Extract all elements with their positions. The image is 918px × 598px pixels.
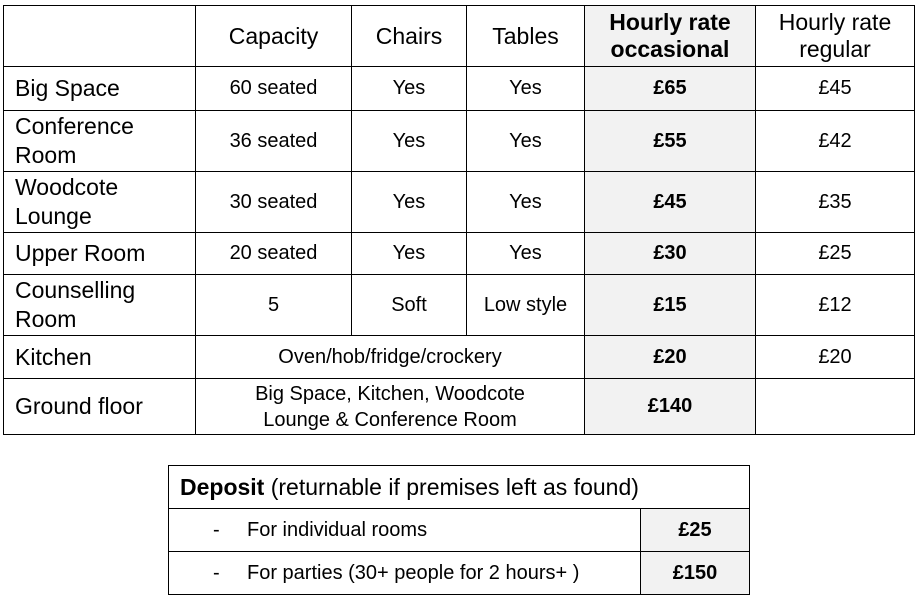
chairs-cell: Yes — [352, 233, 467, 275]
tables-cell: Low style — [467, 275, 585, 336]
deposit-subtitle: (returnable if premises left as found) — [264, 473, 639, 500]
room-name: Ground floor — [4, 379, 196, 435]
room-name-line: Room — [15, 306, 77, 332]
deposit-row — [169, 552, 750, 595]
facilities-line: Big Space, Kitchen, Woodcote — [255, 382, 525, 405]
room-name — [4, 275, 196, 336]
room-name-line: Counselling — [15, 277, 136, 303]
deposit-item-label — [169, 552, 641, 595]
deposit-header-row — [169, 466, 750, 509]
deposit-item-label — [169, 509, 641, 552]
table-row — [4, 172, 915, 233]
facilities-cell — [196, 379, 585, 435]
regular-rate-cell: £20 — [756, 336, 915, 379]
room-name: Upper Room — [4, 233, 196, 275]
occasional-rate-cell: £55 — [585, 111, 756, 172]
occasional-rate-cell: £140 — [585, 379, 756, 435]
header-capacity: Capacity — [196, 6, 352, 67]
capacity-cell: 20 seated — [196, 233, 352, 275]
capacity-cell: 36 seated — [196, 111, 352, 172]
tables-cell: Yes — [467, 233, 585, 275]
room-rates-table — [3, 5, 915, 435]
room-name-line: Conference — [15, 113, 134, 139]
tables-cell: Yes — [467, 172, 585, 233]
header-room — [4, 6, 196, 67]
regular-rate-cell: £45 — [756, 67, 915, 111]
chairs-cell: Yes — [352, 172, 467, 233]
occasional-rate-cell: £65 — [585, 67, 756, 111]
header-hourly-regular — [756, 6, 915, 67]
occasional-rate-cell: £20 — [585, 336, 756, 379]
capacity-cell: 5 — [196, 275, 352, 336]
deposit-row — [169, 509, 750, 552]
room-name — [4, 172, 196, 233]
table-row — [4, 233, 915, 275]
header-hourly-occasional — [585, 6, 756, 67]
header-chairs: Chairs — [352, 6, 467, 67]
table-row — [4, 275, 915, 336]
occasional-rate-cell: £45 — [585, 172, 756, 233]
deposit-amount: £150 — [641, 552, 750, 595]
deposit-amount: £25 — [641, 509, 750, 552]
capacity-cell: 30 seated — [196, 172, 352, 233]
occasional-rate-cell: £30 — [585, 233, 756, 275]
regular-rate-cell: £12 — [756, 275, 915, 336]
deposit-item-text: For individual rooms — [247, 518, 428, 541]
room-name-line: Lounge — [15, 203, 92, 229]
table-row — [4, 111, 915, 172]
header-row — [4, 6, 915, 67]
header-line: occasional — [610, 36, 730, 62]
header-tables: Tables — [467, 6, 585, 67]
deposit-table — [168, 465, 750, 595]
tables-cell: Yes — [467, 111, 585, 172]
regular-rate-cell: £25 — [756, 233, 915, 275]
facilities-cell: Oven/hob/fridge/crockery — [196, 336, 585, 379]
bullet-dash: - — [213, 518, 220, 541]
table-row — [4, 379, 915, 435]
table-row — [4, 67, 915, 111]
deposit-item-text: For parties (30+ people for 2 hours+ ) — [247, 561, 580, 584]
chairs-cell: Yes — [352, 67, 467, 111]
header-line: Hourly rate — [609, 9, 731, 35]
tables-cell: Yes — [467, 67, 585, 111]
room-name: Big Space — [4, 67, 196, 111]
deposit-title: Deposit — [180, 473, 265, 500]
regular-rate-cell: £35 — [756, 172, 915, 233]
facilities-line: Lounge & Conference Room — [263, 408, 517, 431]
deposit-heading — [169, 466, 750, 509]
header-line: regular — [799, 36, 871, 62]
regular-rate-cell: £42 — [756, 111, 915, 172]
occasional-rate-cell: £15 — [585, 275, 756, 336]
chairs-cell: Soft — [352, 275, 467, 336]
table-row — [4, 336, 915, 379]
header-line: Hourly rate — [778, 9, 892, 35]
chairs-cell: Yes — [352, 111, 467, 172]
room-name — [4, 111, 196, 172]
bullet-dash: - — [213, 561, 220, 584]
capacity-cell: 60 seated — [196, 67, 352, 111]
room-name-line: Room — [15, 142, 77, 168]
room-name: Kitchen — [4, 336, 196, 379]
room-name-line: Woodcote — [15, 174, 119, 200]
regular-rate-cell — [756, 379, 915, 435]
